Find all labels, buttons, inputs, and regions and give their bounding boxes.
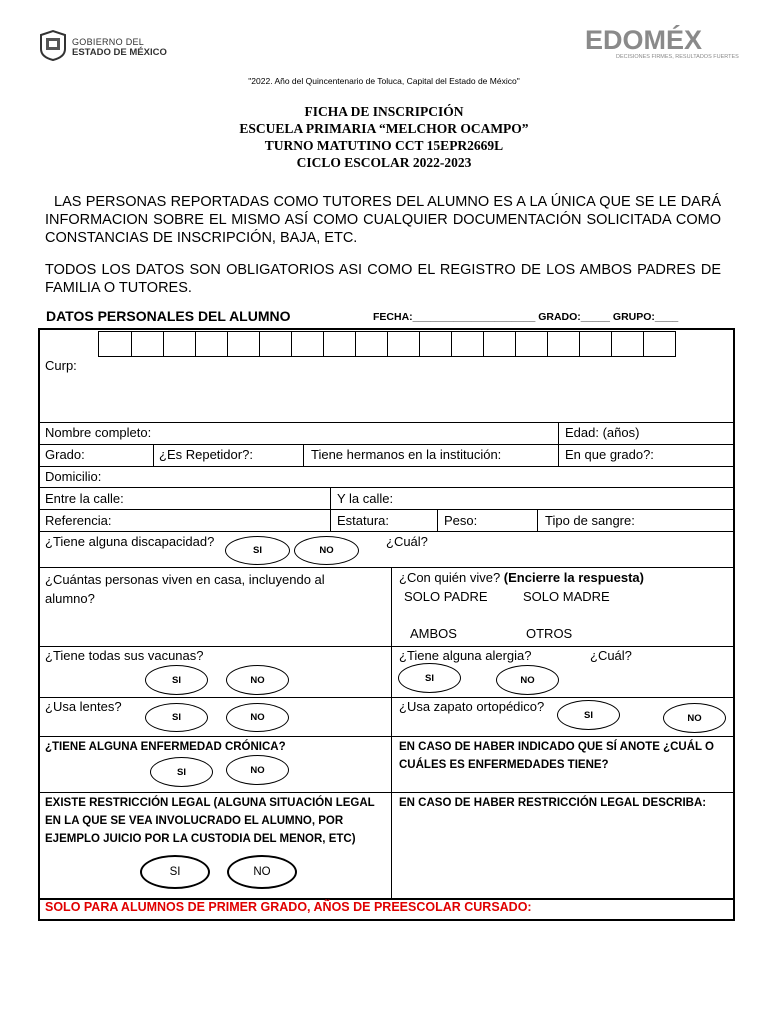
coat-of-arms-icon bbox=[38, 29, 68, 61]
paragraph-tutores: LAS PERSONAS REPORTADAS COMO TUTORES DEL ALUMNO ES A LA ÚNICA QUE SE LE DARÁ INFORMACION SOBRE EL MISMO ASÍ COMO CUALQUIER DOCUMENTACIÓN SOLICITADA COMO CONSTANCIAS DE INSCRIPCIÓN, BAJA, ETC. bbox=[45, 194, 721, 246]
y-calle-label: Y la calle: bbox=[337, 491, 394, 506]
zapato-label: ¿Usa zapato ortopédico? bbox=[399, 699, 545, 714]
restriccion-si-option[interactable]: SI bbox=[140, 855, 210, 889]
logo-left-line1: GOBIERNO DEL bbox=[72, 37, 145, 47]
hermanos-label: Tiene hermanos en la institución: bbox=[311, 447, 502, 462]
lentes-si-option[interactable]: SI bbox=[145, 703, 208, 732]
edomex-logo bbox=[585, 25, 745, 65]
grado-label: Grado: bbox=[45, 447, 85, 462]
vacunas-si-option[interactable]: SI bbox=[145, 665, 208, 695]
alergia-no-option[interactable]: NO bbox=[496, 665, 559, 695]
motto: "2022. Año del Quincentenario de Toluca, Capital del Estado de México" bbox=[248, 76, 520, 86]
paragraph-obligatorios: TODOS LOS DATOS SON OBLIGATORIOS ASI COMO EL REGISTRO DE LOS AMBOS PADRES DE FAMILIA O TUTORES. bbox=[45, 262, 721, 296]
title-ficha: FICHA DE INSCRIPCIÓN bbox=[304, 104, 464, 119]
enfermedad-label: ¿TIENE ALGUNA ENFERMEDAD CRÓNICA? bbox=[45, 741, 286, 753]
solo-padre-option[interactable]: SOLO PADRE bbox=[404, 589, 488, 604]
zapato-no-option[interactable]: NO bbox=[663, 703, 726, 733]
curp-label: Curp: bbox=[45, 358, 77, 373]
edad-label: Edad: (años) bbox=[565, 425, 640, 440]
en-que-grado-label: En que grado?: bbox=[565, 447, 654, 462]
referencia-label: Referencia: bbox=[45, 513, 112, 528]
nombre-label: Nombre completo: bbox=[45, 425, 152, 440]
logo-left-line2: ESTADO DE MÉXICO bbox=[72, 47, 167, 58]
otros-option[interactable]: OTROS bbox=[526, 626, 573, 641]
title-turno: TURNO MATUTINO CCT 15EPR2669L bbox=[264, 138, 504, 153]
peso-label: Peso: bbox=[444, 513, 478, 528]
personas-casa-label: ¿Cuántas personas viven en casa, incluyendo al alumno? bbox=[45, 572, 325, 606]
ambos-option[interactable]: AMBOS bbox=[410, 626, 457, 641]
section-title: DATOS PERSONALES DEL ALUMNO bbox=[46, 308, 291, 324]
discapacidad-cual-label: ¿Cuál? bbox=[386, 534, 428, 549]
preescolar-label: SOLO PARA ALUMNOS DE PRIMER GRADO, AÑOS DE PREESCOLAR CURSADO: bbox=[45, 900, 532, 914]
tipo-sangre-label: Tipo de sangre: bbox=[545, 513, 635, 528]
estado-de-mexico-logo bbox=[38, 29, 178, 63]
restriccion-label: EXISTE RESTRICCIÓN LEGAL (ALGUNA SITUACIÓN LEGAL EN LA QUE SE VEA INVOLUCRADO EL ALUMNO, POR EJEMPLO JUICIO POR LA CUSTODIA DEL MENOR, ETC) bbox=[45, 797, 375, 845]
alergia-label: ¿Tiene alguna alergia? bbox=[399, 648, 532, 663]
zapato-si-option[interactable]: SI bbox=[557, 700, 620, 730]
vacunas-no-option[interactable]: NO bbox=[226, 665, 289, 695]
restriccion-describa-label: EN CASO DE HABER RESTRICCIÓN LEGAL DESCRIBA: bbox=[399, 797, 707, 809]
title-escuela: ESCUELA PRIMARIA “MELCHOR OCAMPO” bbox=[239, 121, 529, 136]
repetidor-label: ¿Es Repetidor?: bbox=[159, 447, 253, 462]
estatura-label: Estatura: bbox=[337, 513, 390, 528]
entre-calle-label: Entre la calle: bbox=[45, 491, 124, 506]
encierre-text: (Encierre la respuesta) bbox=[503, 570, 644, 585]
enfermedad-si-option[interactable]: SI bbox=[150, 757, 213, 787]
logo-right-text: EDOMÉX bbox=[585, 25, 703, 55]
lentes-no-option[interactable]: NO bbox=[226, 703, 289, 732]
lentes-label: ¿Usa lentes? bbox=[45, 699, 122, 714]
discapacidad-si-option[interactable]: SI bbox=[225, 536, 290, 565]
con-quien-text: ¿Con quién vive? bbox=[399, 570, 501, 585]
enfermedad-cual-label: EN CASO DE HABER INDICADO QUE SÍ ANOTE ¿CUÁL O CUÁLES ES ENFERMEDADES TIENE? bbox=[399, 741, 714, 771]
restriccion-no-option[interactable]: NO bbox=[227, 855, 297, 889]
solo-madre-option[interactable]: SOLO MADRE bbox=[523, 589, 610, 604]
alergia-cual-label: ¿Cuál? bbox=[590, 648, 632, 663]
enfermedad-no-option[interactable]: NO bbox=[226, 755, 289, 785]
fecha-grado-grupo: FECHA:_____________________ GRADO:_____ GRUPO:____ bbox=[373, 311, 679, 323]
vacunas-label: ¿Tiene todas sus vacunas? bbox=[45, 648, 204, 663]
domicilio-label: Domicilio: bbox=[45, 469, 102, 484]
logo-right-tagline: DECISIONES FIRMES, RESULTADOS FUERTES bbox=[616, 54, 739, 60]
discapacidad-label: ¿Tiene alguna discapacidad? bbox=[45, 534, 215, 549]
title-ciclo: CICLO ESCOLAR 2022-2023 bbox=[296, 155, 472, 170]
alergia-si-option[interactable]: SI bbox=[398, 663, 461, 693]
discapacidad-no-option[interactable]: NO bbox=[294, 536, 359, 565]
con-quien-label bbox=[399, 570, 644, 585]
